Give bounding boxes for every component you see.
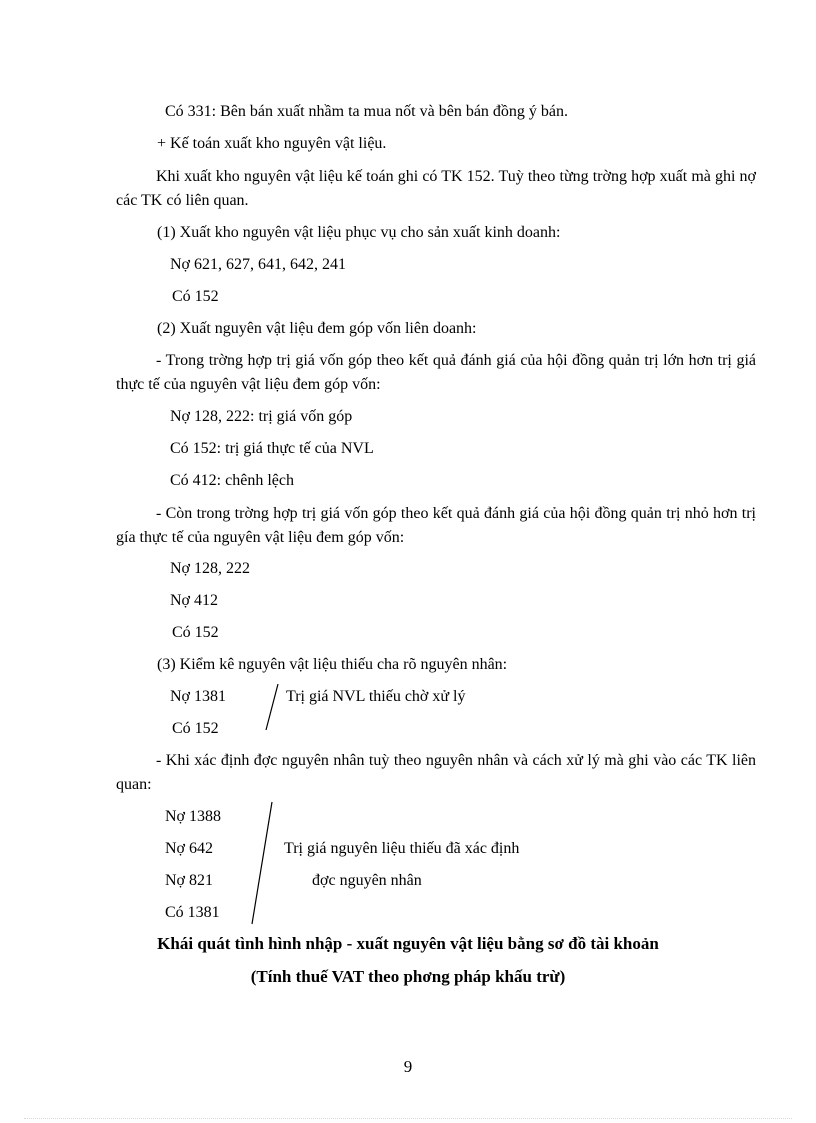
paragraph: - Còn trong trờng hợp trị giá vốn góp theo kết quả đánh giá của hội đồng quản trị nhỏ hơn trị gía thực tế của nguyên vật liệu đem góp vốn: xyxy=(116,505,756,546)
text-line: + Kế toán xuất kho nguyên vật liệu. xyxy=(157,135,387,152)
text-line: Nợ 128, 222: trị giá vốn góp xyxy=(170,408,353,425)
text-line: Nợ 621, 627, 641, 642, 241 xyxy=(170,256,347,273)
text-line: Trị giá nguyên liệu thiếu đã xác định xyxy=(284,840,520,857)
section-heading: Khái quát tình hình nhập - xuất nguyên vật liệu bằng sơ đồ tài khoản xyxy=(157,934,659,953)
page-number: 9 xyxy=(403,1057,413,1076)
text-line: Có 152 xyxy=(172,720,219,737)
text-line: Trị giá NVL thiếu chờ xử lý xyxy=(286,688,466,705)
text-line: Có 412: chênh lệch xyxy=(170,472,294,489)
paragraph: - Trong trờng hợp trị giá vốn góp theo kết quả đánh giá của hội đồng quản trị lớn hơn trị giá thực tế của nguyên vật liệu đem góp vốn: xyxy=(116,352,756,393)
text-line: Có 331: Bên bán xuất nhầm ta mua nốt và bên bán đồng ý bán. xyxy=(165,103,569,120)
text-line: (3) Kiểm kê nguyên vật liệu thiếu cha rõ nguyên nhân: xyxy=(157,656,508,673)
text-line: đợc nguyên nhân xyxy=(312,872,422,889)
text-line: Có 152: trị giá thực tế của NVL xyxy=(170,440,374,457)
bracket-slash xyxy=(262,682,282,732)
page-bottom-rule xyxy=(24,1118,792,1119)
section-subheading: (Tính thuế VAT theo phơng pháp khấu trừ) xyxy=(250,967,566,986)
bracket-slash-line xyxy=(252,802,272,924)
bracket-slash xyxy=(246,800,276,926)
text-line: Nợ 642 xyxy=(165,840,214,857)
text-line: Có 152 xyxy=(172,288,219,305)
bracket-slash-line xyxy=(266,684,278,730)
text-line: Nợ 1381 xyxy=(170,688,227,705)
text-line: Nợ 412 xyxy=(170,592,219,609)
text-line: Nợ 821 xyxy=(165,872,214,889)
text-line: Nợ 128, 222 xyxy=(170,560,251,577)
paragraph: - Khi xác định đợc nguyên nhân tuỳ theo nguyên nhân và cách xử lý mà ghi vào các TK liên quan: xyxy=(116,752,756,793)
text-line: (2) Xuất nguyên vật liệu đem góp vốn liên doanh: xyxy=(157,320,477,337)
text-line: Nợ 1388 xyxy=(165,808,222,825)
paragraph: Khi xuất kho nguyên vật liệu kế toán ghi có TK 152. Tuỳ theo từng trờng hợp xuất mà ghi nợ các TK có liên quan. xyxy=(116,168,756,209)
text-line: Có 1381 xyxy=(165,904,220,921)
text-line: Có 152 xyxy=(172,624,219,641)
text-line: (1) Xuất kho nguyên vật liệu phục vụ cho sản xuất kinh doanh: xyxy=(157,224,561,241)
